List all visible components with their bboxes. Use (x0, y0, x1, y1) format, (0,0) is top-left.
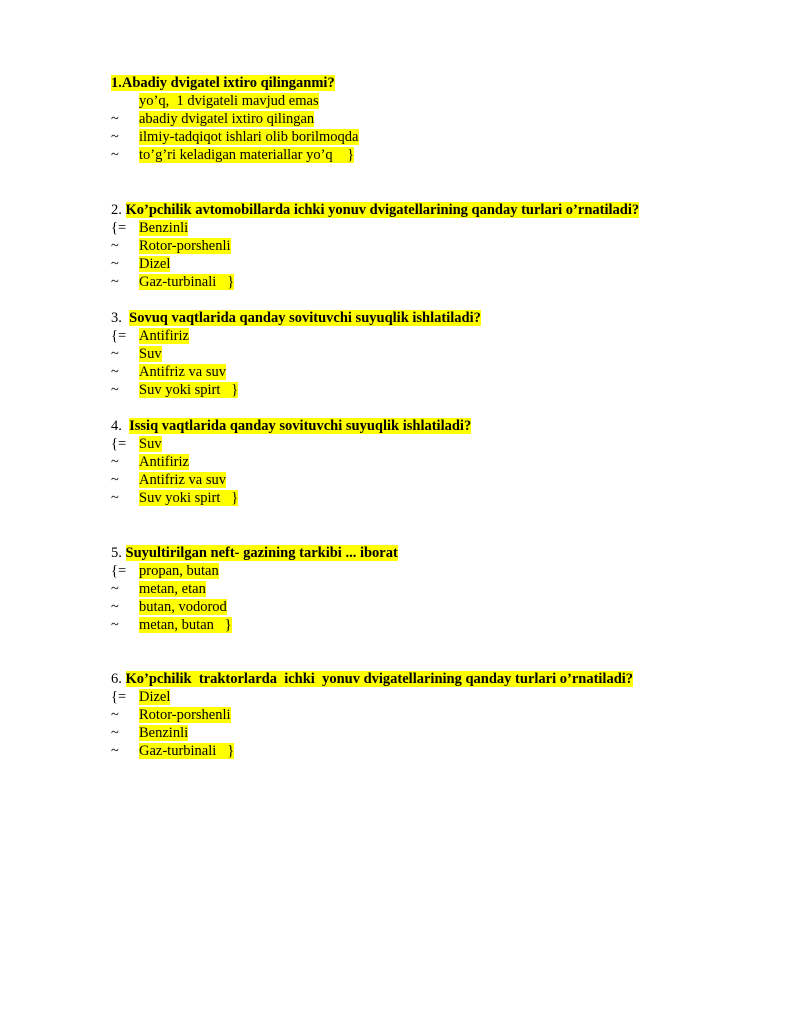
option-text: Dizel (139, 256, 171, 272)
option-mark: ~ (111, 382, 119, 398)
question-number: 2. (111, 202, 126, 218)
option-mark: ~ (111, 743, 119, 759)
option-mark: ~ (111, 111, 119, 127)
option-text: yo’q, 1 dvigateli mavjud emas (139, 93, 319, 109)
option-text: Dizel (139, 689, 171, 705)
closing-brace: } (216, 743, 235, 759)
option-text: propan, butan (139, 563, 219, 579)
option-text: Antifriz va suv (139, 364, 226, 380)
question-text: Sovuq vaqtlarida qanday sovituvchi suyuqlik ishlatiladi? (129, 310, 481, 326)
option-text: Gaz-turbinali (139, 743, 217, 759)
question-1 (111, 74, 359, 164)
option-text: Antifiriz (139, 454, 189, 470)
option-text: Benzinli (139, 725, 189, 741)
option-mark: ~ (111, 256, 119, 272)
question-text: Ko’pchilik avtomobillarda ichki yonuv dvigatellarining qanday turlari o’rnatiladi? (125, 202, 640, 218)
option-mark: ~ (111, 454, 119, 470)
closing-brace: } (216, 274, 235, 290)
option-text: metan, etan (139, 581, 206, 597)
option-mark: {= (111, 689, 127, 705)
option-text: Rotor-porshenli (139, 238, 231, 254)
option-mark: ~ (111, 490, 119, 506)
option-mark: ~ (111, 707, 119, 723)
option-mark: ~ (111, 472, 119, 488)
option-mark: ~ (111, 129, 119, 145)
option-text: Gaz-turbinali (139, 274, 217, 290)
option-mark: ~ (111, 599, 119, 615)
option-mark: ~ (111, 274, 119, 290)
option-text: Antifiriz (139, 328, 189, 344)
option-mark: ~ (111, 581, 119, 597)
question-text: Abadiy dvigatel ixtiro qilinganmi? (121, 75, 335, 91)
question-number: 4. (111, 418, 130, 434)
closing-brace: } (213, 617, 232, 633)
question-3 (111, 309, 481, 399)
option-text: Suv yoki spirt (139, 382, 221, 398)
closing-brace: } (220, 490, 239, 506)
question-4 (111, 417, 471, 507)
option-text: Rotor-porshenli (139, 707, 231, 723)
option-mark: ~ (111, 725, 119, 741)
option-text: ilmiy-tadqiqot ishlari olib borilmoqda (139, 129, 359, 145)
option-text: Suv yoki spirt (139, 490, 221, 506)
question-number: 3. (111, 310, 130, 326)
option-text: Suv (139, 346, 162, 362)
question-text: Suyultirilgan neft- gazining tarkibi ... iborat (125, 545, 398, 561)
question-2 (111, 201, 639, 291)
question-number: 5. (111, 545, 126, 561)
option-text: abadiy dvigatel ixtiro qilingan (139, 111, 315, 127)
question-5 (111, 544, 398, 634)
option-mark: ~ (111, 238, 119, 254)
option-text: butan, vodorod (139, 599, 227, 615)
question-6 (111, 670, 633, 760)
option-text: Suv (139, 436, 162, 452)
question-text: Ko’pchilik traktorlarda ichki yonuv dvigatellarining qanday turlari o’rnatiladi? (125, 671, 634, 687)
option-text: metan, butan (139, 617, 214, 633)
option-text: Benzinli (139, 220, 189, 236)
closing-brace: } (332, 147, 355, 163)
option-text: to’g’ri keladigan materiallar yo’q (139, 147, 333, 163)
option-mark: {= (111, 328, 127, 344)
question-number: 6. (111, 671, 126, 687)
option-mark: ~ (111, 364, 119, 380)
option-mark: ~ (111, 147, 119, 163)
option-mark: {= (111, 220, 127, 236)
closing-brace: } (220, 382, 239, 398)
option-text: Antifriz va suv (139, 472, 226, 488)
question-text: Issiq vaqtlarida qanday sovituvchi suyuqlik ishlatiladi? (129, 418, 472, 434)
option-mark: {= (111, 436, 127, 452)
option-mark: ~ (111, 617, 119, 633)
question-number: 1. (111, 75, 122, 91)
option-mark: {= (111, 563, 127, 579)
option-mark: ~ (111, 346, 119, 362)
